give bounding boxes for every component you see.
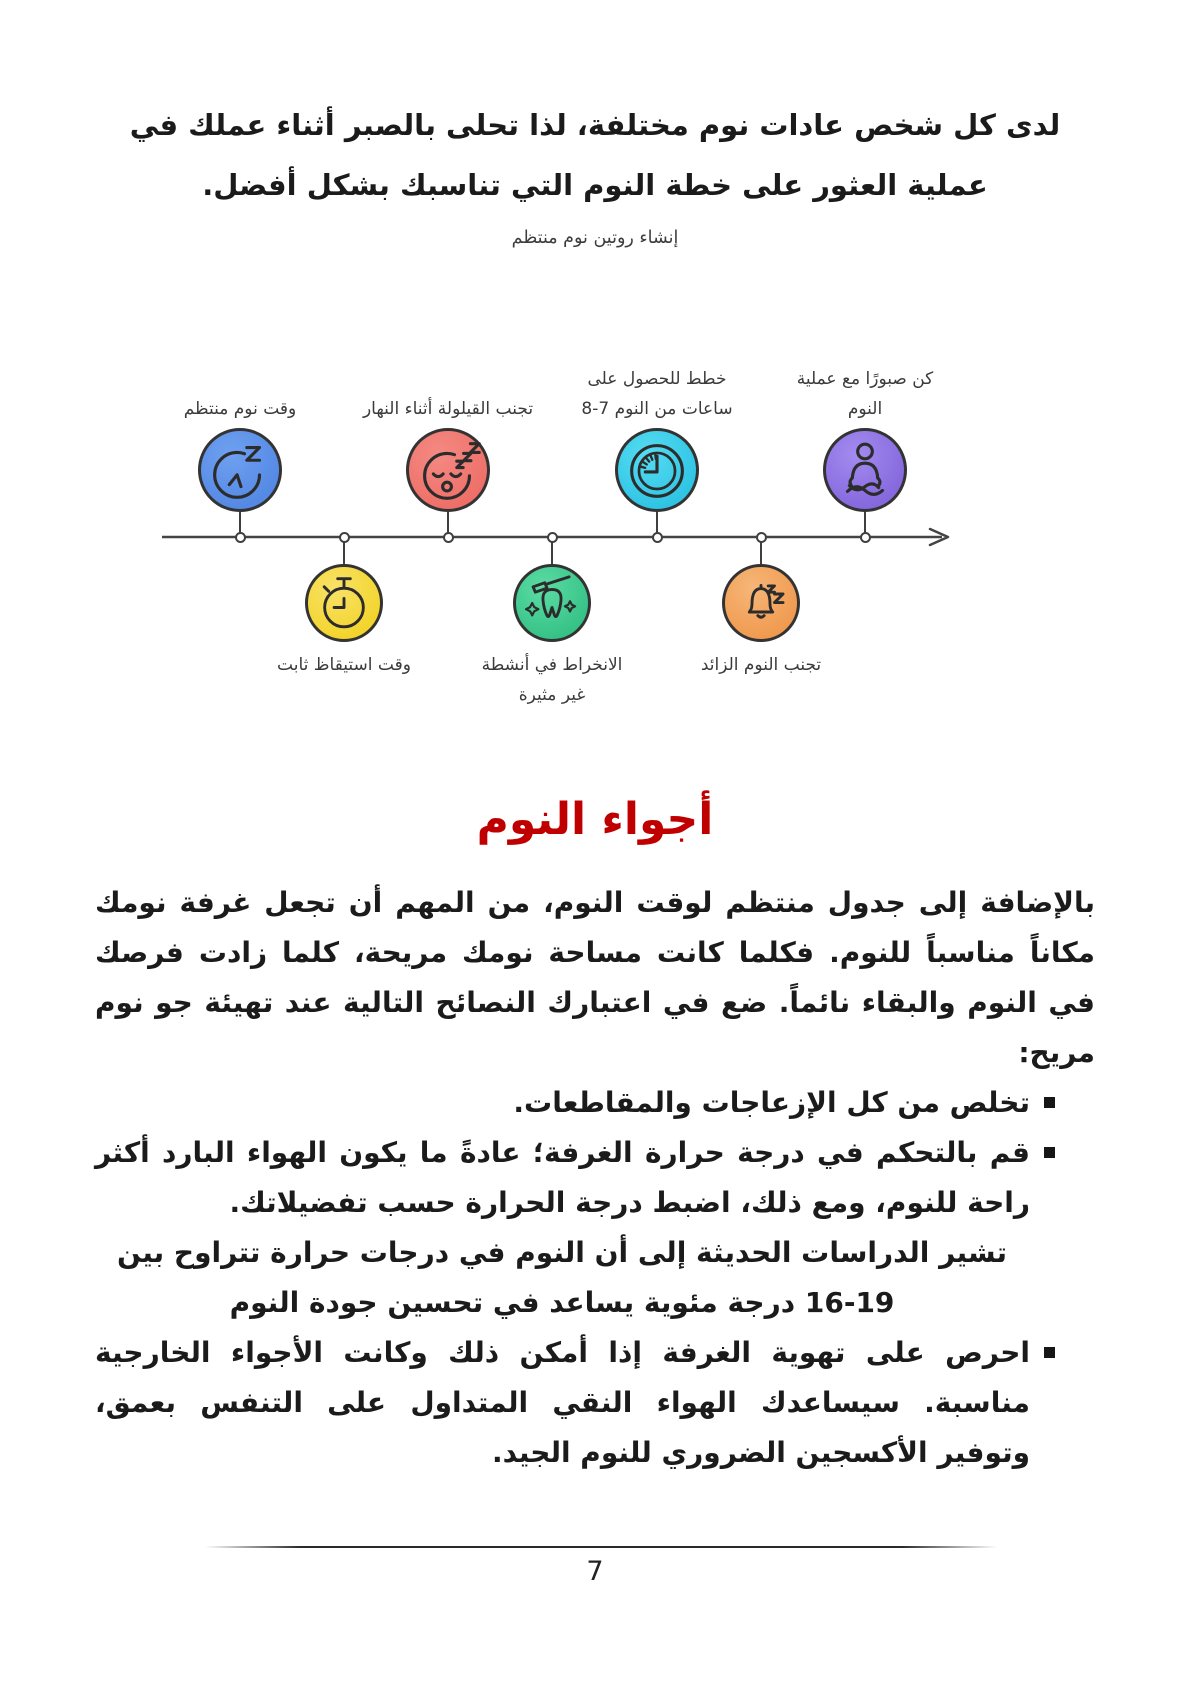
tip-note bbox=[95, 1228, 1095, 1328]
timeline-node bbox=[339, 532, 350, 543]
timeline-label: خطط للحصول على ساعات من النوم 7-8 bbox=[581, 369, 733, 419]
timeline-label: وقت استيقاظ ثابت bbox=[277, 655, 411, 675]
timeline-node bbox=[443, 532, 454, 543]
timeline-circle bbox=[513, 564, 591, 642]
sleeping-face-icon bbox=[409, 431, 487, 509]
tip-text: تخلص من كل الإزعاجات والمقاطعات. bbox=[513, 1086, 1030, 1119]
timeline-circle bbox=[406, 428, 490, 512]
alarm-snooze-icon bbox=[725, 567, 797, 639]
stopwatch-icon bbox=[308, 567, 380, 639]
timeline-label: تجنب القيلولة أثناء النهار bbox=[362, 399, 534, 419]
timeline-node bbox=[756, 532, 767, 543]
bullet-marker bbox=[1044, 1097, 1055, 1108]
timeline-node bbox=[860, 532, 871, 543]
timeline-circle bbox=[305, 564, 383, 642]
sleep-routine-timeline bbox=[0, 0, 1190, 760]
timeline-circle bbox=[722, 564, 800, 642]
tip-text: احرص على تهوية الغرفة إذا أمكن ذلك وكانت الأجواء الخارجية مناسبة. سيساعدك الهواء النقي المتداول على التنفس بعمق، وتوفير الأكسجين الضروري للنوم الجيد. bbox=[95, 1336, 1030, 1469]
timeline-node bbox=[235, 532, 246, 543]
tip-text: قم بالتحكم في درجة حرارة الغرفة؛ عادةً ما يكون الهواء البارد أكثر راحة للنوم، ومع ذلك، اضبط درجة الحرارة حسب تفضيلاتك. bbox=[95, 1136, 1030, 1219]
section-intro: بالإضافة إلى جدول منتظم لوقت النوم، من المهم أن تجعل غرفة نومك مكاناً مناسباً للنوم. فكلما كانت مساحة نومك مريحة، كلما زادت فرصك في النوم والبقاء نائماً. ضع في اعتبارك النصائح التالية عند تهيئة جو نوم مريح: bbox=[95, 886, 1095, 1069]
timeline-circle bbox=[198, 428, 282, 512]
bullet-marker bbox=[1044, 1347, 1055, 1358]
timeline-label: الانخراط في أنشطة غير مثيرة bbox=[481, 655, 623, 705]
clock-sleep-icon bbox=[201, 431, 279, 509]
meditation-icon bbox=[826, 431, 904, 509]
timeline-node bbox=[652, 532, 663, 543]
timeline-circle bbox=[823, 428, 907, 512]
timeline-label: وقت نوم منتظم bbox=[183, 399, 297, 419]
timeline-axis bbox=[160, 525, 960, 549]
tips-list bbox=[95, 1078, 1095, 1478]
footer-divider bbox=[205, 1546, 997, 1548]
tip-text: تشير الدراسات الحديثة إلى أن النوم في درجات حرارة تتراوح بين 19-16 درجة مئوية يساعد في تحسين جودة النوم bbox=[117, 1236, 1007, 1319]
section-heading: أجواء النوم bbox=[476, 794, 714, 845]
timeline-label: تجنب النوم الزائد bbox=[700, 655, 822, 675]
tip-item bbox=[95, 1128, 1095, 1228]
tip-item bbox=[95, 1328, 1095, 1478]
section-content bbox=[95, 878, 1095, 1478]
diagram-caption: إنشاء روتين نوم منتظم bbox=[511, 228, 679, 248]
page-number: 7 bbox=[586, 1556, 604, 1587]
timeline-node bbox=[547, 532, 558, 543]
tooth-brushing-icon bbox=[516, 567, 588, 639]
tip-item bbox=[95, 1078, 1095, 1128]
intro-paragraph: لدى كل شخص عادات نوم مختلفة، لذا تحلى بالصبر أثناء عملك في عملية العثور على خطة النوم التي تناسبك بشكل أفضل. bbox=[129, 108, 1061, 202]
timer-clock-icon bbox=[618, 431, 696, 509]
bullet-marker bbox=[1044, 1147, 1055, 1158]
timeline-circle bbox=[615, 428, 699, 512]
timeline-label: كن صبورًا مع عملية النوم bbox=[796, 369, 934, 419]
